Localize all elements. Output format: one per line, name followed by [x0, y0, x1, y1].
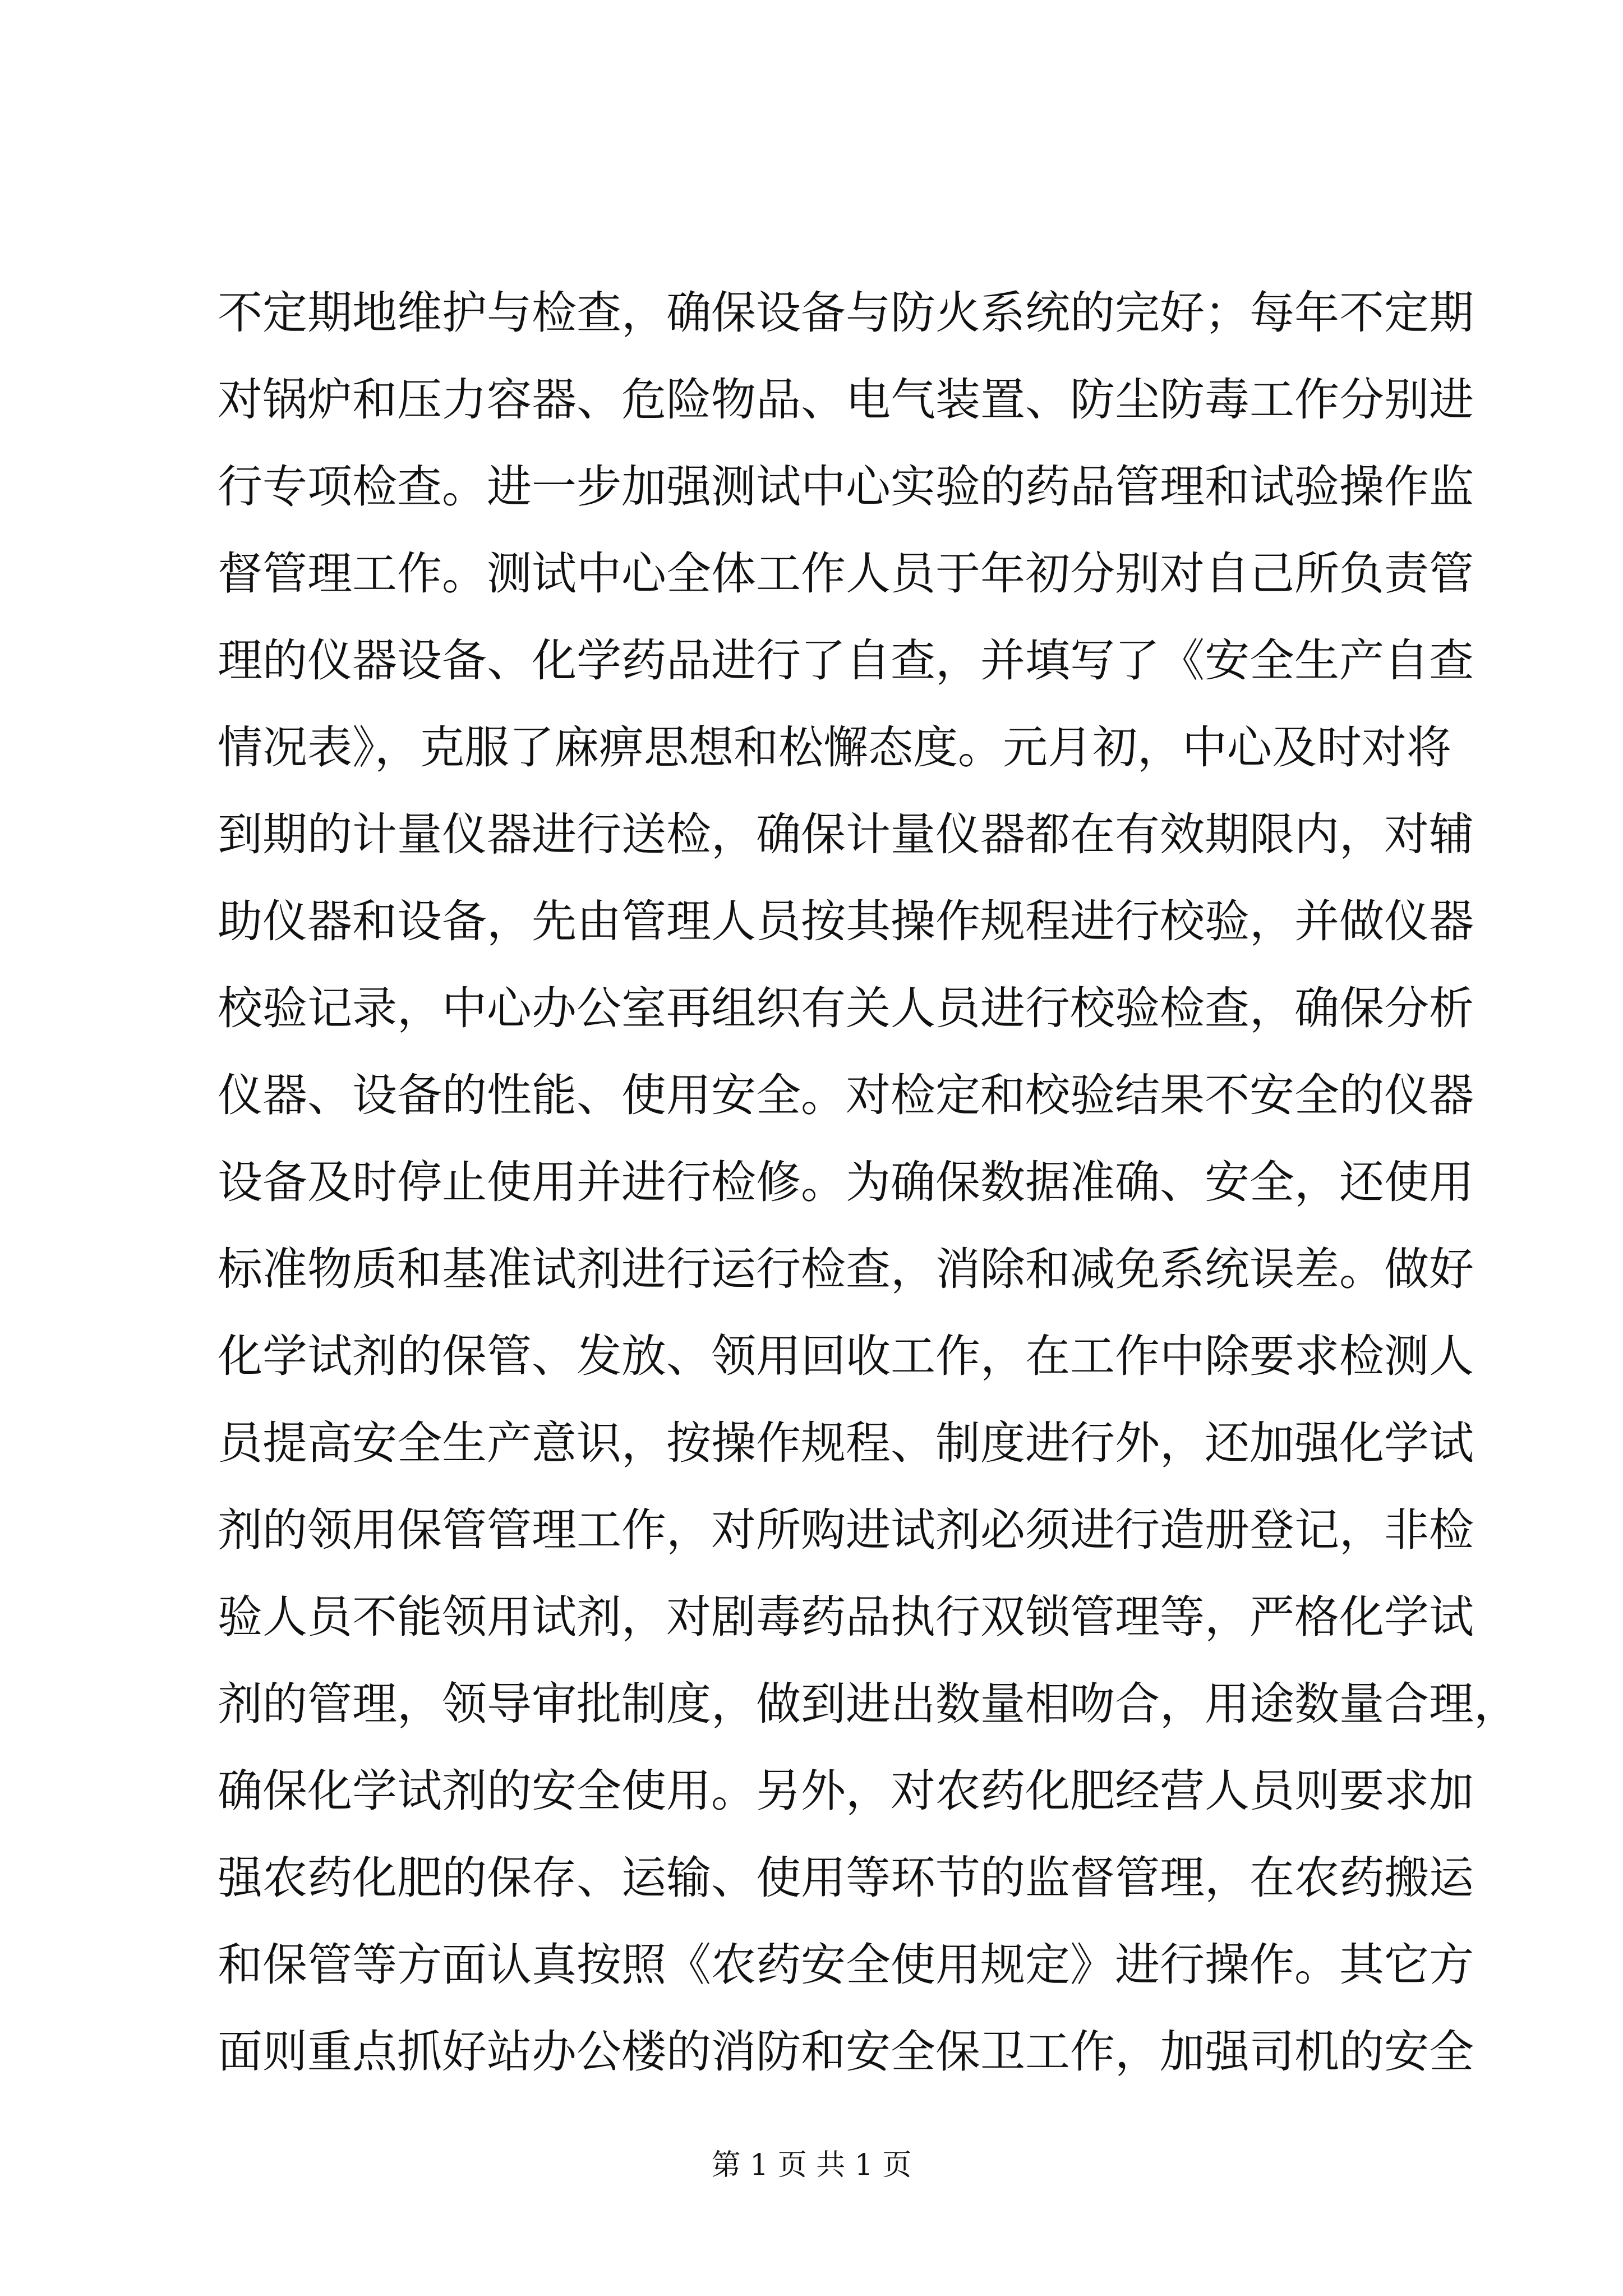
text-line: 化学试剂的保管、发放、领用回收工作，在工作中除要求检测人 [218, 1330, 1474, 1382]
text-line: 督管理工作。测试中心全体工作人员于年初分别对自己所负责管 [218, 547, 1474, 600]
text-line: 设备及时停止使用并进行检修。为确保数据准确、安全，还使用 [218, 1156, 1474, 1208]
page-number-footer: 第 1 页 共 1 页 [711, 2148, 912, 2182]
text-line: 员提高安全生产意识，按操作规程、制度进行外，还加强化学试 [218, 1417, 1474, 1469]
text-line: 剂的管理，领导审批制度，做到进出数量相吻合，用途数量合理， [218, 1678, 1519, 1730]
text-line: 剂的领用保管管理工作，对所购进试剂必须进行造册登记，非检 [218, 1504, 1474, 1556]
body-paragraph [218, 269, 1519, 2095]
text-line: 强农药化肥的保存、运输、使用等环节的监督管理，在农药搬运 [218, 1852, 1474, 1904]
text-line: 行专项检查。进一步加强测试中心实验的药品管理和试验操作监 [218, 461, 1474, 513]
text-line: 校验记录，中心办公室再组织有关人员进行校验检查，确保分析 [218, 982, 1474, 1034]
text-line: 标准物质和基准试剂进行运行检查，消除和减免系统误差。做好 [218, 1243, 1474, 1295]
text-line: 理的仪器设备、化学药品进行了自查，并填写了《安全生产自查 [218, 634, 1474, 687]
text-line: 确保化学试剂的安全使用。另外，对农药化肥经营人员则要求加 [218, 1765, 1474, 1817]
text-line: 助仪器和设备，先由管理人员按其操作规程进行校验，并做仪器 [218, 895, 1474, 947]
text-line: 不定期地维护与检查，确保设备与防火系统的完好；每年不定期 [218, 287, 1474, 339]
text-line: 仪器、设备的性能、使用安全。对检定和校验结果不安全的仪器 [218, 1069, 1474, 1121]
text-line: 面则重点抓好站办公楼的消防和安全保卫工作，加强司机的安全 [218, 2026, 1474, 2078]
text-line: 验人员不能领用试剂，对剧毒药品执行双锁管理等，严格化学试 [218, 1591, 1474, 1643]
text-line: 到期的计量仪器进行送检，确保计量仪器都在有效期限内，对辅 [218, 808, 1474, 861]
text-line: 情况表》，克服了麻痹思想和松懈态度。元月初，中心及时对将 [218, 721, 1451, 774]
text-line: 对锅炉和压力容器、危险物品、电气装置、防尘防毒工作分别进 [218, 374, 1474, 426]
text-line: 和保管等方面认真按照《农药安全使用规定》进行操作。其它方 [218, 1939, 1474, 1991]
